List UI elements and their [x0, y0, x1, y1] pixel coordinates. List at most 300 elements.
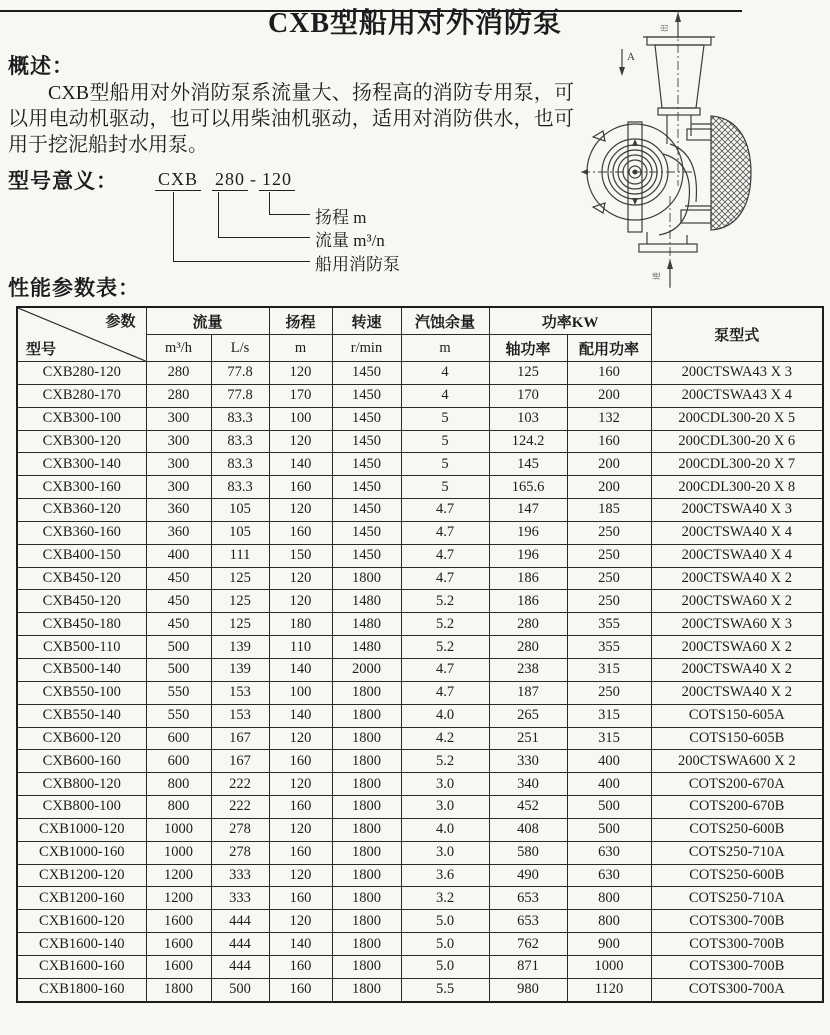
model-cell: CXB800-100 — [17, 796, 146, 819]
model-cell: CXB1600-160 — [17, 955, 146, 978]
value-cell: 196 — [489, 521, 567, 544]
pump-type-cell: 200CTSWA43 X 3 — [651, 362, 823, 385]
value-cell: 490 — [489, 864, 567, 887]
value-cell: 3.2 — [401, 887, 489, 910]
model-cell: CXB600-120 — [17, 727, 146, 750]
pump-type-cell: 200CTSWA600 X 2 — [651, 750, 823, 773]
pump-type-cell: 200CTSWA40 X 2 — [651, 658, 823, 681]
value-cell: 139 — [211, 658, 269, 681]
corner-header-parameter: 参数 — [105, 314, 136, 330]
value-cell: 145 — [489, 453, 567, 476]
pump-type-cell: 200CTSWA40 X 3 — [651, 499, 823, 522]
value-cell: 900 — [567, 933, 651, 956]
model-cell: CXB1600-120 — [17, 910, 146, 933]
value-cell: 550 — [146, 681, 211, 704]
model-cell: CXB280-120 — [17, 362, 146, 385]
value-cell: 1800 — [332, 818, 401, 841]
value-cell: 600 — [146, 750, 211, 773]
pump-type-cell: 200CDL300-20 X 8 — [651, 476, 823, 499]
pump-type-cell: 200CTSWA43 X 4 — [651, 384, 823, 407]
model-cell: CXB450-120 — [17, 590, 146, 613]
inlet-glyph: 进 — [652, 272, 661, 280]
value-cell: 250 — [567, 567, 651, 590]
table-row — [17, 384, 823, 407]
value-cell: 5.2 — [401, 613, 489, 636]
value-cell: 124.2 — [489, 430, 567, 453]
value-cell: 1450 — [332, 521, 401, 544]
value-cell: 300 — [146, 453, 211, 476]
table-header — [17, 307, 823, 362]
value-cell: 200 — [567, 384, 651, 407]
value-cell: 1200 — [146, 864, 211, 887]
pump-type-cell: 200CTSWA60 X 3 — [651, 613, 823, 636]
value-cell: 4 — [401, 362, 489, 385]
value-cell: 340 — [489, 773, 567, 796]
model-cell: CXB360-120 — [17, 499, 146, 522]
value-cell: 1480 — [332, 613, 401, 636]
value-cell: 355 — [567, 613, 651, 636]
value-cell: 630 — [567, 841, 651, 864]
header-flow-ls: L/s — [211, 335, 269, 362]
value-cell: 160 — [269, 955, 332, 978]
value-cell: 170 — [269, 384, 332, 407]
value-cell: 140 — [269, 658, 332, 681]
model-code-dash: - — [250, 169, 258, 189]
value-cell: 5 — [401, 430, 489, 453]
value-cell: 653 — [489, 887, 567, 910]
value-cell: 450 — [146, 567, 211, 590]
legend-connector-pump — [173, 192, 310, 262]
value-cell: 1800 — [332, 864, 401, 887]
value-cell: 222 — [211, 773, 269, 796]
table-row — [17, 773, 823, 796]
value-cell: 153 — [211, 681, 269, 704]
pump-type-cell: COTS250-710A — [651, 887, 823, 910]
model-cell: CXB1200-120 — [17, 864, 146, 887]
model-cell: CXB1000-160 — [17, 841, 146, 864]
value-cell: 500 — [146, 636, 211, 659]
header-head-unit: m — [269, 335, 332, 362]
value-cell: 196 — [489, 544, 567, 567]
table-row — [17, 476, 823, 499]
value-cell: 333 — [211, 887, 269, 910]
model-cell: CXB300-120 — [17, 430, 146, 453]
value-cell: 160 — [269, 476, 332, 499]
model-cell: CXB1000-120 — [17, 818, 146, 841]
value-cell: 250 — [567, 544, 651, 567]
pump-type-cell: COTS200-670B — [651, 796, 823, 819]
table-row — [17, 453, 823, 476]
value-cell: 105 — [211, 499, 269, 522]
value-cell: 1800 — [332, 773, 401, 796]
table-row — [17, 864, 823, 887]
value-cell: 83.3 — [211, 453, 269, 476]
value-cell: 5.0 — [401, 955, 489, 978]
pump-type-cell: 200CTSWA40 X 4 — [651, 544, 823, 567]
value-cell: 160 — [269, 521, 332, 544]
overview-text: CXB型船用对外消防泵系流量大、扬程高的消防专用泵，可以用电动机驱动，也可以用柴油机驱动，适用对消防供水，也可用于挖泥船封水用泵。 — [8, 82, 574, 156]
table-heading: 性能参数表： — [8, 276, 140, 300]
table-row — [17, 818, 823, 841]
value-cell: 330 — [489, 750, 567, 773]
value-cell: 1800 — [332, 887, 401, 910]
value-cell: 278 — [211, 818, 269, 841]
model-cell: CXB300-140 — [17, 453, 146, 476]
value-cell: 100 — [269, 681, 332, 704]
value-cell: 800 — [567, 910, 651, 933]
table-row — [17, 841, 823, 864]
performance-table-wrap — [16, 306, 822, 1003]
value-cell: 167 — [211, 727, 269, 750]
value-cell: 360 — [146, 521, 211, 544]
value-cell: 3.0 — [401, 841, 489, 864]
pump-type-cell: 200CDL300-20 X 7 — [651, 453, 823, 476]
value-cell: 185 — [567, 499, 651, 522]
legend-label-pump: 船用消防泵 — [315, 255, 400, 274]
performance-table — [16, 306, 824, 1003]
value-cell: 125 — [489, 362, 567, 385]
value-cell: 1800 — [332, 750, 401, 773]
value-cell: 250 — [567, 681, 651, 704]
table-row — [17, 727, 823, 750]
header-pump-type: 泵型式 — [651, 307, 823, 362]
value-cell: 3.0 — [401, 796, 489, 819]
value-cell: 400 — [146, 544, 211, 567]
value-cell: 120 — [269, 362, 332, 385]
header-head: 扬程 — [269, 307, 332, 335]
table-row — [17, 521, 823, 544]
value-cell: 120 — [269, 567, 332, 590]
table-row — [17, 887, 823, 910]
table-row — [17, 567, 823, 590]
value-cell: 500 — [567, 818, 651, 841]
value-cell: 630 — [567, 864, 651, 887]
value-cell: 1120 — [567, 978, 651, 1001]
value-cell: 147 — [489, 499, 567, 522]
model-cell: CXB300-160 — [17, 476, 146, 499]
value-cell: 1450 — [332, 384, 401, 407]
pump-type-cell: 200CTSWA40 X 2 — [651, 567, 823, 590]
value-cell: 1800 — [332, 933, 401, 956]
value-cell: 100 — [269, 407, 332, 430]
value-cell: 408 — [489, 818, 567, 841]
value-cell: 1800 — [332, 681, 401, 704]
model-cell: CXB450-120 — [17, 567, 146, 590]
table-row — [17, 681, 823, 704]
value-cell: 4.0 — [401, 704, 489, 727]
value-cell: 2000 — [332, 658, 401, 681]
value-cell: 4.2 — [401, 727, 489, 750]
header-flow-m3h: m³/h — [146, 335, 211, 362]
value-cell: 355 — [567, 636, 651, 659]
header-power: 功率KW — [489, 307, 651, 335]
table-row — [17, 658, 823, 681]
table-row — [17, 933, 823, 956]
value-cell: 450 — [146, 613, 211, 636]
value-cell: 4.7 — [401, 658, 489, 681]
value-cell: 3.0 — [401, 773, 489, 796]
model-code-head: 120 — [259, 169, 295, 191]
model-cell: CXB500-110 — [17, 636, 146, 659]
value-cell: 4.7 — [401, 499, 489, 522]
value-cell: 5 — [401, 476, 489, 499]
value-cell: 125 — [211, 613, 269, 636]
value-cell: 653 — [489, 910, 567, 933]
pump-type-cell: 200CTSWA60 X 2 — [651, 590, 823, 613]
value-cell: 83.3 — [211, 476, 269, 499]
value-cell: 132 — [567, 407, 651, 430]
value-cell: 1000 — [146, 841, 211, 864]
pump-type-cell: COTS300-700B — [651, 910, 823, 933]
pump-type-cell: COTS300-700A — [651, 978, 823, 1001]
pump-drawing — [575, 4, 827, 296]
model-code — [155, 169, 295, 190]
pump-type-cell: 200CTSWA60 X 2 — [651, 636, 823, 659]
table-row — [17, 978, 823, 1001]
value-cell: 800 — [146, 796, 211, 819]
value-cell: 400 — [567, 773, 651, 796]
value-cell: 160 — [269, 887, 332, 910]
value-cell: 1800 — [332, 955, 401, 978]
value-cell: 160 — [269, 750, 332, 773]
legend-label-flow: 流量 m³/n — [315, 231, 385, 250]
value-cell: 333 — [211, 864, 269, 887]
table-row — [17, 407, 823, 430]
value-cell: 5 — [401, 453, 489, 476]
pump-type-cell: COTS150-605B — [651, 727, 823, 750]
value-cell: 160 — [269, 841, 332, 864]
value-cell: 1450 — [332, 476, 401, 499]
value-cell: 125 — [211, 590, 269, 613]
outlet-glyph: 出 — [660, 24, 669, 32]
table-row — [17, 636, 823, 659]
value-cell: 165.6 — [489, 476, 567, 499]
value-cell: 153 — [211, 704, 269, 727]
value-cell: 1480 — [332, 636, 401, 659]
value-cell: 1800 — [146, 978, 211, 1001]
value-cell: 4.0 — [401, 818, 489, 841]
value-cell: 762 — [489, 933, 567, 956]
value-cell: 120 — [269, 910, 332, 933]
value-cell: 120 — [269, 430, 332, 453]
value-cell: 120 — [269, 818, 332, 841]
value-cell: 251 — [489, 727, 567, 750]
value-cell: 125 — [211, 567, 269, 590]
table-row — [17, 955, 823, 978]
value-cell: 980 — [489, 978, 567, 1001]
value-cell: 1600 — [146, 955, 211, 978]
value-cell: 110 — [269, 636, 332, 659]
value-cell: 77.8 — [211, 384, 269, 407]
value-cell: 280 — [146, 384, 211, 407]
value-cell: 452 — [489, 796, 567, 819]
value-cell: 444 — [211, 910, 269, 933]
value-cell: 103 — [489, 407, 567, 430]
value-cell: 278 — [211, 841, 269, 864]
overview-paragraph — [8, 80, 574, 158]
table-row — [17, 544, 823, 567]
value-cell: 5.2 — [401, 750, 489, 773]
overview-heading: 概述： — [8, 54, 74, 78]
table-row — [17, 499, 823, 522]
value-cell: 200 — [567, 453, 651, 476]
value-cell: 444 — [211, 933, 269, 956]
value-cell: 1800 — [332, 841, 401, 864]
value-cell: 800 — [146, 773, 211, 796]
value-cell: 150 — [269, 544, 332, 567]
model-cell: CXB300-100 — [17, 407, 146, 430]
page-title: CXB型船用对外消防泵 — [267, 8, 563, 39]
value-cell: 300 — [146, 430, 211, 453]
table-row — [17, 613, 823, 636]
model-cell: CXB450-180 — [17, 613, 146, 636]
model-cell: CXB1600-140 — [17, 933, 146, 956]
value-cell: 5.5 — [401, 978, 489, 1001]
pump-type-cell: COTS300-700B — [651, 933, 823, 956]
value-cell: 139 — [211, 636, 269, 659]
header-flow: 流量 — [146, 307, 269, 335]
value-cell: 186 — [489, 590, 567, 613]
value-cell: 250 — [567, 590, 651, 613]
value-cell: 1600 — [146, 933, 211, 956]
value-cell: 315 — [567, 727, 651, 750]
table-body — [17, 362, 823, 1002]
value-cell: 600 — [146, 727, 211, 750]
value-cell: 360 — [146, 499, 211, 522]
value-cell: 280 — [146, 362, 211, 385]
value-cell: 444 — [211, 955, 269, 978]
pump-type-cell: COTS250-600B — [651, 864, 823, 887]
header-speed-unit: r/min — [332, 335, 401, 362]
model-cell: CXB1800-160 — [17, 978, 146, 1001]
pump-type-cell: 200CTSWA40 X 4 — [651, 521, 823, 544]
pump-type-cell: 200CTSWA40 X 2 — [651, 681, 823, 704]
value-cell: 140 — [269, 933, 332, 956]
value-cell: 315 — [567, 704, 651, 727]
value-cell: 1800 — [332, 910, 401, 933]
header-shaft-power: 轴功率 — [489, 335, 567, 362]
value-cell: 1480 — [332, 590, 401, 613]
value-cell: 1800 — [332, 796, 401, 819]
value-cell: 160 — [567, 430, 651, 453]
value-cell: 4.7 — [401, 521, 489, 544]
value-cell: 280 — [489, 613, 567, 636]
table-row — [17, 430, 823, 453]
value-cell: 250 — [567, 521, 651, 544]
value-cell: 1800 — [332, 704, 401, 727]
value-cell: 450 — [146, 590, 211, 613]
corner-header-cell — [17, 307, 146, 362]
table-row — [17, 704, 823, 727]
value-cell: 1450 — [332, 453, 401, 476]
value-cell: 160 — [567, 362, 651, 385]
value-cell: 187 — [489, 681, 567, 704]
value-cell: 238 — [489, 658, 567, 681]
value-cell: 5.0 — [401, 933, 489, 956]
pump-type-cell: COTS150-605A — [651, 704, 823, 727]
value-cell: 580 — [489, 841, 567, 864]
table-row — [17, 750, 823, 773]
header-npsh: 汽蚀余量 — [401, 307, 489, 335]
value-cell: 167 — [211, 750, 269, 773]
value-cell: 280 — [489, 636, 567, 659]
value-cell: 1450 — [332, 544, 401, 567]
value-cell: 105 — [211, 521, 269, 544]
value-cell: 1450 — [332, 499, 401, 522]
value-cell: 120 — [269, 727, 332, 750]
value-cell: 1450 — [332, 430, 401, 453]
value-cell: 1200 — [146, 887, 211, 910]
value-cell: 4 — [401, 384, 489, 407]
model-cell: CXB550-100 — [17, 681, 146, 704]
model-cell: CXB500-140 — [17, 658, 146, 681]
value-cell: 160 — [269, 978, 332, 1001]
value-cell: 871 — [489, 955, 567, 978]
model-cell: CXB360-160 — [17, 521, 146, 544]
table-row — [17, 362, 823, 385]
value-cell: 265 — [489, 704, 567, 727]
model-cell: CXB280-170 — [17, 384, 146, 407]
pump-type-cell: 200CDL300-20 X 6 — [651, 430, 823, 453]
value-cell: 83.3 — [211, 407, 269, 430]
header-npsh-unit: m — [401, 335, 489, 362]
value-cell: 315 — [567, 658, 651, 681]
value-cell: 1000 — [146, 818, 211, 841]
value-cell: 1600 — [146, 910, 211, 933]
value-cell: 77.8 — [211, 362, 269, 385]
value-cell: 500 — [211, 978, 269, 1001]
value-cell: 5.2 — [401, 636, 489, 659]
value-cell: 1000 — [567, 955, 651, 978]
model-code-prefix: CXB — [155, 169, 201, 191]
value-cell: 550 — [146, 704, 211, 727]
value-cell: 800 — [567, 887, 651, 910]
header-speed: 转速 — [332, 307, 401, 335]
table-row — [17, 590, 823, 613]
value-cell: 200 — [567, 476, 651, 499]
value-cell: 180 — [269, 613, 332, 636]
value-cell: 5 — [401, 407, 489, 430]
value-cell: 140 — [269, 453, 332, 476]
value-cell: 120 — [269, 773, 332, 796]
table-row — [17, 910, 823, 933]
value-cell: 160 — [269, 796, 332, 819]
value-cell: 500 — [567, 796, 651, 819]
pump-type-cell: 200CDL300-20 X 5 — [651, 407, 823, 430]
value-cell: 1450 — [332, 362, 401, 385]
legend-label-head: 扬程 m — [315, 208, 367, 227]
value-cell: 120 — [269, 499, 332, 522]
model-cell: CXB400-150 — [17, 544, 146, 567]
model-cell: CXB600-160 — [17, 750, 146, 773]
value-cell: 3.6 — [401, 864, 489, 887]
value-cell: 1800 — [332, 567, 401, 590]
value-cell: 300 — [146, 476, 211, 499]
value-cell: 120 — [269, 590, 332, 613]
value-cell: 1450 — [332, 407, 401, 430]
model-meaning-heading: 型号意义： — [8, 169, 118, 193]
value-cell: 1800 — [332, 978, 401, 1001]
value-cell: 4.7 — [401, 567, 489, 590]
model-cell: CXB550-140 — [17, 704, 146, 727]
pump-type-cell: COTS200-670A — [651, 773, 823, 796]
value-cell: 300 — [146, 407, 211, 430]
value-cell: 120 — [269, 864, 332, 887]
table-row — [17, 796, 823, 819]
corner-header-model: 型号 — [26, 342, 57, 358]
value-cell: 4.7 — [401, 544, 489, 567]
value-cell: 4.7 — [401, 681, 489, 704]
